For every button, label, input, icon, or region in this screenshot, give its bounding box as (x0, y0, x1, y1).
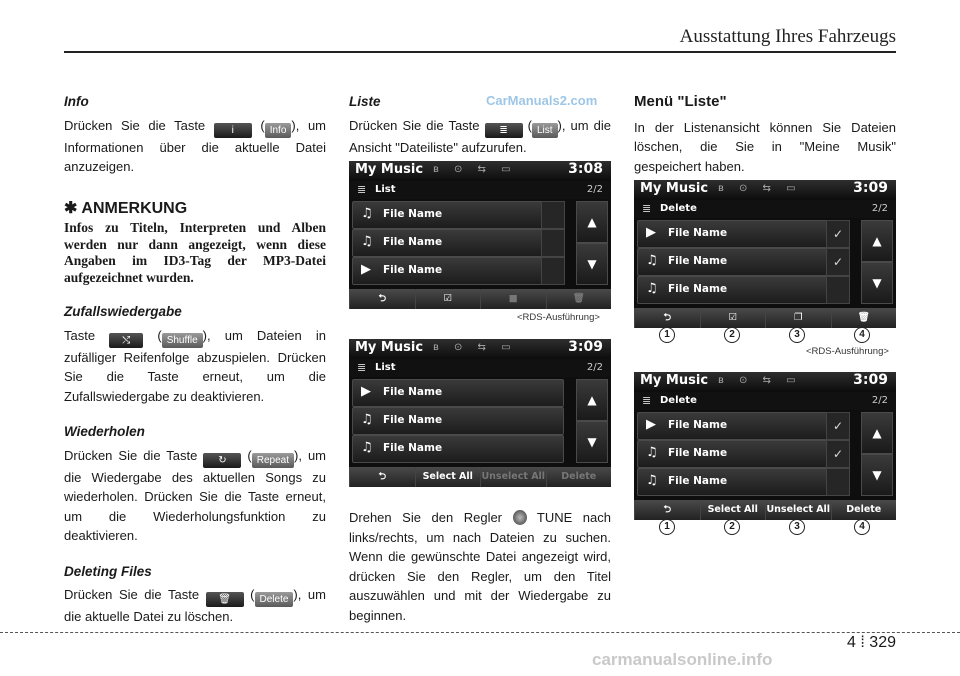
screen-list-view: My Music ʙ ⊙ ⇆ ▭ 3:08 ≣ List 2/2 ♫ File Name ♫ File Name ▶ File Name ▲ ▼ ⮌ ☑ ■ 🗑 (349, 161, 611, 309)
check-icon[interactable]: ✓ (826, 412, 850, 440)
note-body: Infos zu Titeln, Interpreten und Alben werden nur dann angezeigt, wenn diese Angaben im ID3-Tag der MP3-Datei aufgezeichnet wurden. (64, 220, 326, 285)
tune-knob-icon (513, 510, 527, 525)
unselect-all-button[interactable]: Unselect All (765, 500, 831, 520)
row-checkbox[interactable] (826, 468, 850, 496)
file-row[interactable]: ♫ File Name (352, 201, 564, 229)
check-button[interactable]: ☑ (415, 289, 481, 309)
note-icon: ♫ (361, 206, 373, 221)
note-icon: ♫ (646, 473, 658, 488)
list-icon: ≣ (357, 183, 367, 196)
back-button[interactable]: ⮌ (634, 308, 700, 328)
caption-rds-2: <RDS-Ausführung> (806, 346, 889, 357)
file-row[interactable]: ♫ File Name (637, 276, 849, 304)
info-i-key-icon: i (214, 123, 252, 138)
repeat-key-label: Repeat (252, 453, 294, 468)
column-1 (64, 92, 326, 627)
page-header-title: Ausstattung Ihres Fahrzeugs (679, 26, 896, 47)
repeat-icon: ↻ (203, 453, 241, 468)
play-icon: ▶ (646, 417, 656, 432)
up-arrow-icon[interactable]: ▲ (576, 201, 608, 243)
trash-icon: 🗑 (206, 592, 244, 607)
callout-3: 3 (789, 519, 805, 535)
select-all-button[interactable]: Select All (700, 500, 766, 520)
check-icon[interactable]: ✓ (826, 248, 850, 276)
trash-icon-button[interactable]: 🗑 (831, 308, 897, 328)
list-paragraph: Drücken Sie die Taste ≣ ( List ), um die Ansicht "Dateiliste" aufzurufen. (349, 117, 612, 155)
play-icon: ▶ (361, 384, 371, 399)
list-icon: ≣ (642, 202, 652, 215)
shuffle-key-label: Shuffle (162, 333, 203, 348)
play-icon: ▶ (646, 225, 656, 240)
list-heading: Liste (349, 94, 381, 109)
status-icons: ʙ ⊙ ⇆ ▭ (433, 164, 517, 175)
file-row[interactable]: ♫ File Name (352, 435, 564, 463)
file-row[interactable]: ♫ File Name (352, 407, 564, 435)
back-button[interactable]: ⮌ (349, 289, 415, 309)
column-3 (634, 92, 896, 176)
delete-paragraph: Drücken Sie die Taste 🗑 ( Delete ), um die aktuelle Datei zu löschen. (64, 587, 326, 624)
callout-2: 2 (724, 327, 740, 343)
unselect-all-icon-button[interactable]: ❐ (765, 308, 831, 328)
file-row[interactable]: ▶ File Name (352, 379, 564, 407)
repeat-heading: Wiederholen (64, 424, 145, 439)
note-icon: ♫ (646, 281, 658, 296)
play-icon: ▶ (361, 262, 371, 277)
info-paragraph: Drücken Sie die Taste i ( Info ), um Informationen über die aktuelle Datei anzuzeigen. (64, 117, 326, 174)
callout-4: 4 (854, 519, 870, 535)
info-heading: Info (64, 94, 89, 109)
note-heading: ✱ ANMERKUNG (64, 199, 188, 217)
list-key-label: List (532, 123, 558, 138)
callout-1: 1 (659, 327, 675, 343)
callout-4: 4 (854, 327, 870, 343)
note-icon: ♫ (646, 445, 658, 460)
info-key-label: Info (265, 123, 292, 138)
up-arrow-icon[interactable]: ▲ (861, 220, 893, 262)
down-arrow-icon[interactable]: ▼ (576, 243, 608, 285)
delete-key-label: Delete (255, 592, 294, 607)
menu-paragraph: In der Listenansicht können Sie Dateien löschen, die Sie in "Meine Musik" gespeichert haben. (634, 119, 896, 174)
select-all-icon-button[interactable]: ☑ (700, 308, 766, 328)
note-icon: ♫ (361, 234, 373, 249)
file-row[interactable]: ♫ File Name (637, 248, 849, 276)
header-rule (64, 51, 896, 53)
down-arrow-icon[interactable]: ▼ (861, 454, 893, 496)
watermark-top: CarManuals2.com (486, 93, 598, 108)
note-icon: ♫ (361, 440, 373, 455)
screen-delete-text: My Music ʙ ⊙ ⇆ ▭ 3:09 ≣ Delete 2/2 ▶ File Name ✓ ♫ File Name ✓ ♫ File Name ▲ ▼ ⮌ Select All Unselect All Delete (634, 372, 896, 520)
list-icon: ≣ (357, 361, 367, 374)
watermark-bottom: carmanualsonline.info (592, 650, 773, 669)
callout-3: 3 (789, 327, 805, 343)
unselect-all-button[interactable]: Unselect All (480, 467, 546, 487)
screen-delete-icons: My Music ʙ ⊙ ⇆ ▭ 3:09 ≣ Delete 2/2 ▶ File Name ✓ ♫ File Name ✓ ♫ File Name ▲ ▼ ⮌ ☑ ❐ 🗑 (634, 180, 896, 328)
callout-1: 1 (659, 519, 675, 535)
uncheck-button[interactable]: ■ (480, 289, 546, 309)
screen-title: My Music (355, 162, 424, 177)
footer-rule (0, 632, 960, 633)
row-checkbox[interactable] (826, 276, 850, 304)
list-icon: ≣ (485, 123, 523, 138)
screen-select-view: My Music ʙ ⊙ ⇆ ▭ 3:09 ≣ List 2/2 ▶ File Name ♫ File Name ♫ File Name ▲ ▼ ⮌ Select All Unselect All Delete (349, 339, 611, 487)
repeat-paragraph: Drücken Sie die Taste ↻ ( Repeat ), um die Wiedergabe des aktuellen Songs zu wiederholen. Drücken Sie die Taste erneut, um die Wiederholungsfunktion zu deaktivieren. (64, 447, 326, 543)
shuffle-icon: ⤭ (109, 333, 143, 348)
menu-heading: Menü "Liste" (634, 93, 727, 110)
check-icon[interactable]: ✓ (826, 220, 850, 248)
row-checkbox[interactable] (541, 257, 565, 285)
note-icon: ♫ (646, 253, 658, 268)
callout-2: 2 (724, 519, 740, 535)
up-arrow-icon[interactable]: ▲ (576, 379, 608, 421)
tune-paragraph: Drehen Sie den Regler TUNE nach links/rechts, um nach Dateien zu suchen. Wenn die gewünschte Datei angezeigt wird, drücken Sie den Regler, um den Titel auszuwählen und mit der Wiedergabe zu beginnen. (349, 510, 611, 623)
file-row[interactable]: ♫ File Name (637, 440, 849, 468)
tune-section (349, 508, 611, 625)
row-checkbox[interactable] (541, 201, 565, 229)
shuffle-paragraph: Taste ⤭ ( Shuffle ), um Dateien in zufälliger Reifenfolge abzuspielen. Drücken Sie die Taste erneut, um die Zufallswiedergabe zu deaktivieren. (64, 327, 326, 404)
row-checkbox[interactable] (541, 229, 565, 257)
file-row[interactable]: ▶ File Name (637, 220, 849, 248)
file-row[interactable]: ▶ File Name (352, 257, 564, 285)
delete-button[interactable]: Delete (831, 500, 897, 520)
down-arrow-icon[interactable]: ▼ (576, 421, 608, 463)
up-arrow-icon[interactable]: ▲ (861, 412, 893, 454)
back-button[interactable]: ⮌ (634, 500, 700, 520)
caption-rds-1: <RDS-Ausführung> (517, 312, 600, 323)
file-row[interactable]: ▶ File Name (637, 412, 849, 440)
back-button[interactable]: ⮌ (349, 467, 415, 487)
shuffle-heading: Zufallswiedergabe (64, 304, 182, 319)
check-icon[interactable]: ✓ (826, 440, 850, 468)
file-row[interactable]: ♫ File Name (637, 468, 849, 496)
note-star-icon: ✱ (64, 199, 78, 217)
delete-heading: Deleting Files (64, 563, 152, 579)
note-icon: ♫ (361, 412, 373, 427)
page-number: 4 ⁞ 329 (847, 634, 896, 651)
select-all-button[interactable]: Select All (415, 467, 481, 487)
screen-time: 3:08 (568, 161, 603, 177)
list-icon: ≣ (642, 394, 652, 407)
delete-button[interactable]: Delete (546, 467, 612, 487)
down-arrow-icon[interactable]: ▼ (861, 262, 893, 304)
file-row[interactable]: ♫ File Name (352, 229, 564, 257)
trash-button[interactable]: 🗑 (546, 289, 612, 309)
